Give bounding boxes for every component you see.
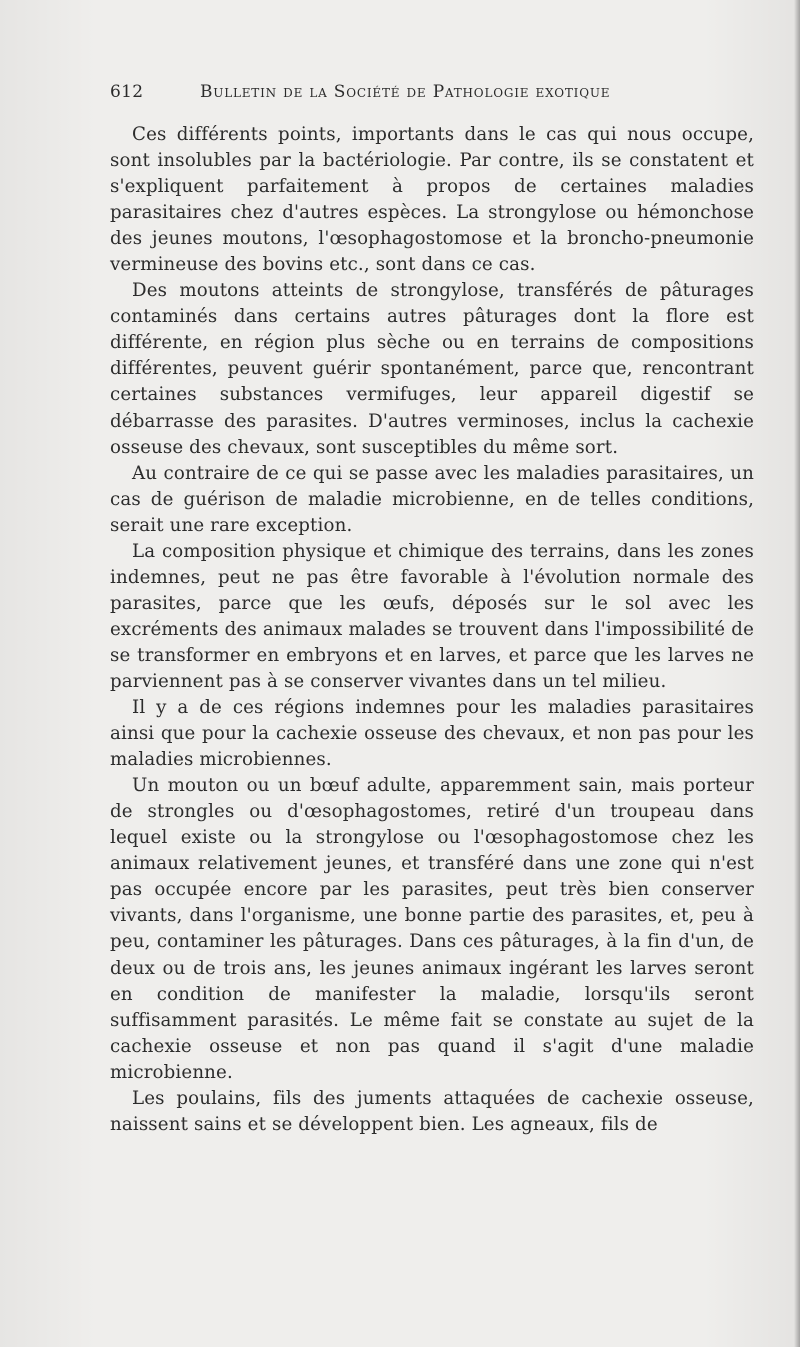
page-number: 612 <box>110 82 144 102</box>
page-edge-shadow <box>794 0 800 1347</box>
body-text <box>110 122 754 1138</box>
running-title: Bulletin de la Société de Pathologie exotique <box>200 82 611 102</box>
paragraph: Des moutons atteints de strongylose, transférés de pâturages contaminés dans certains autres pâturages dont la flore est différente, en région plus sèche ou en terrains de compositions différentes, peuvent guérir spontanément, parce que, rencontrant certaines substances vermifuges, leur appareil digestif se débarrasse des parasites. D'autres verminoses, inclus la cachexie osseuse des chevaux, sont susceptibles du même sort. <box>110 280 754 458</box>
paragraph: Un mouton ou un bœuf adulte, apparemment sain, mais porteur de strongles ou d'œsophagostomes, retiré d'un troupeau dans lequel existe ou la strongylose ou l'œsophagostomose chez les animaux relativement jeunes, et transféré dans une zone qui n'est pas occupée encore par les parasites, peut très bien conserver vivants, dans l'organisme, une bonne partie des parasites, et, peu à peu, contaminer les pâturages. Dans ces pâturages, à la fin d'un, de deux ou de trois ans, les jeunes animaux ingérant les larves seront en condition de manifester la maladie, lorsqu'ils seront suffisamment parasités. Le même fait se constate au sujet de la cachexie osseuse et non pas quand il s'agit d'une maladie microbienne. <box>110 775 754 1083</box>
paragraph: Au contraire de ce qui se passe avec les maladies parasitaires, un cas de guérison de maladie microbienne, en de telles conditions, serait une rare exception. <box>110 462 754 536</box>
paragraph: Il y a de ces régions indemnes pour les maladies parasitaires ainsi que pour la cachexie osseuse des chevaux, et non pas pour les maladies microbiennes. <box>110 697 754 771</box>
paragraph: Ces différents points, importants dans le cas qui nous occupe, sont insolubles par la bactériologie. Par contre, ils se constatent et s'expliquent parfaitement à propos de certaines maladies parasitaires chez d'autres espèces. La strongylose ou hémonchose des jeunes moutons, l'œsophagostomose et la broncho-pneumonie vermineuse des bovins etc., sont dans ce cas. <box>110 124 754 276</box>
paragraph: Les poulains, fils des juments attaquées de cachexie osseuse, naissent sains et se développent bien. Les agneaux, fils de <box>110 1087 754 1135</box>
running-header <box>110 82 756 108</box>
paragraph: La composition physique et chimique des terrains, dans les zones indemnes, peut ne pas être favorable à l'évolution normale des parasites, parce que les œufs, déposés sur le sol avec les excréments des animaux malades se trouvent dans l'impossibilité de se transformer en embryons et en larves, et parce que les larves ne parviennent pas à se conserver vivantes dans un tel milieu. <box>110 540 754 692</box>
